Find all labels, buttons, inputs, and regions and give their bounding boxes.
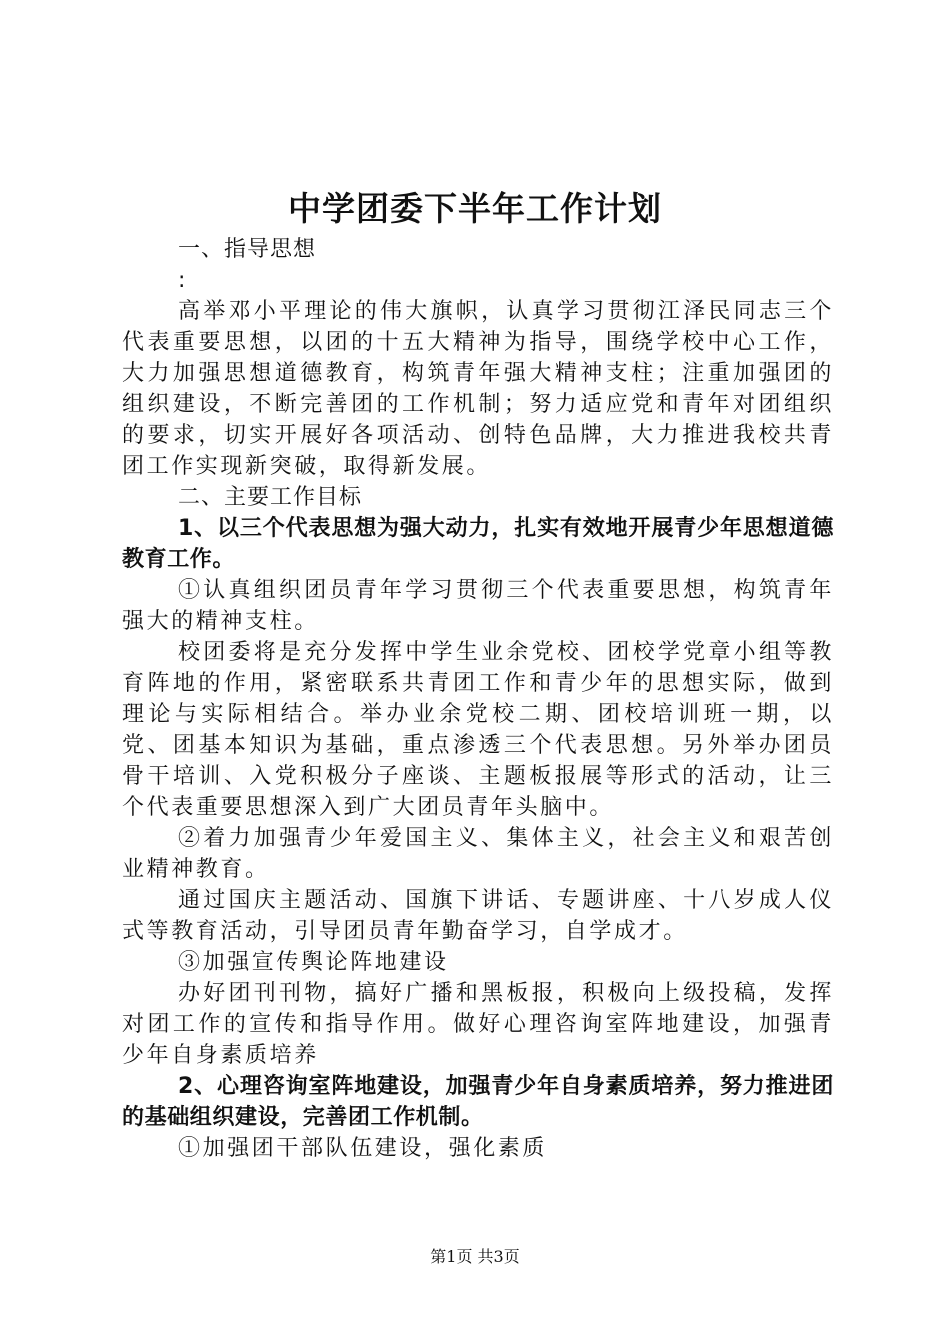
guiding-thought-paragraph: 高举邓小平理论的伟大旗帜，认真学习贯彻江泽民同志三个代表重要思想，以团的十五大精神为指导，围绕学校中心工作，大力加强思想道德教育，构筑青年强大精神支柱；注重加强团的组织建设，不断完善团的工作机制；努力适应党和青年对团组织的要求，切实开展好各项活动、创特色品牌，大力推进我校共青团工作实现新突破，取得新发展。 — [122, 299, 834, 479]
goal-1-item-2: ②着力加强青少年爱国主义、集体主义，社会主义和艰苦创业精神教育。 — [122, 826, 834, 882]
goal-1-heading: 1、以三个代表思想为强大动力，扎实有效地开展青少年思想道德教育工作。 — [122, 516, 834, 572]
goal-1-item-1-paragraph: 校团委将是充分发挥中学生业余党校、团校学党章小组等教育阵地的作用，紧密联系共青团工作和青少年的思想实际，做到理论与实际相结合。举办业余党校二期、团校培训班一期，以党、团基本知识为基础，重点渗透三个代表思想。另外举办团员骨干培训、入党积极分子座谈、主题板报展等形式的活动，让三个代表重要思想深入到广大团员青年头脑中。 — [122, 640, 834, 820]
page-footer: 第1页 共3页 — [430, 1247, 520, 1266]
document-body — [122, 234, 834, 1164]
section-heading-main-goals: 二、主要工作目标 — [178, 485, 363, 510]
section-heading-guiding-thought: 一、指导思想 — [178, 237, 317, 262]
section-colon: : — [178, 268, 186, 293]
goal-2-heading: 2、心理咨询室阵地建设，加强青少年自身素质培养，努力推进团的基础组织建设，完善团工作机制。 — [122, 1074, 834, 1130]
goal-1-item-2-paragraph: 通过国庆主题活动、国旗下讲话、专题讲座、十八岁成人仪式等教育活动，引导团员青年勤奋学习，自学成才。 — [122, 888, 834, 944]
goal-1-item-3: ③加强宣传舆论阵地建设 — [178, 950, 449, 975]
goal-2-item-1: ①加强团干部队伍建设，强化素质 — [178, 1136, 548, 1161]
goal-1-item-1: ①认真组织团员青年学习贯彻三个代表重要思想，构筑青年强大的精神支柱。 — [122, 578, 834, 634]
goal-1-item-3-paragraph: 办好团刊刊物，搞好广播和黑板报，积极向上级投稿，发挥对团工作的宣传和指导作用。做好心理咨询室阵地建设，加强青少年自身素质培养 — [122, 981, 834, 1068]
document-title: 中学团委下半年工作计划 — [288, 189, 662, 228]
